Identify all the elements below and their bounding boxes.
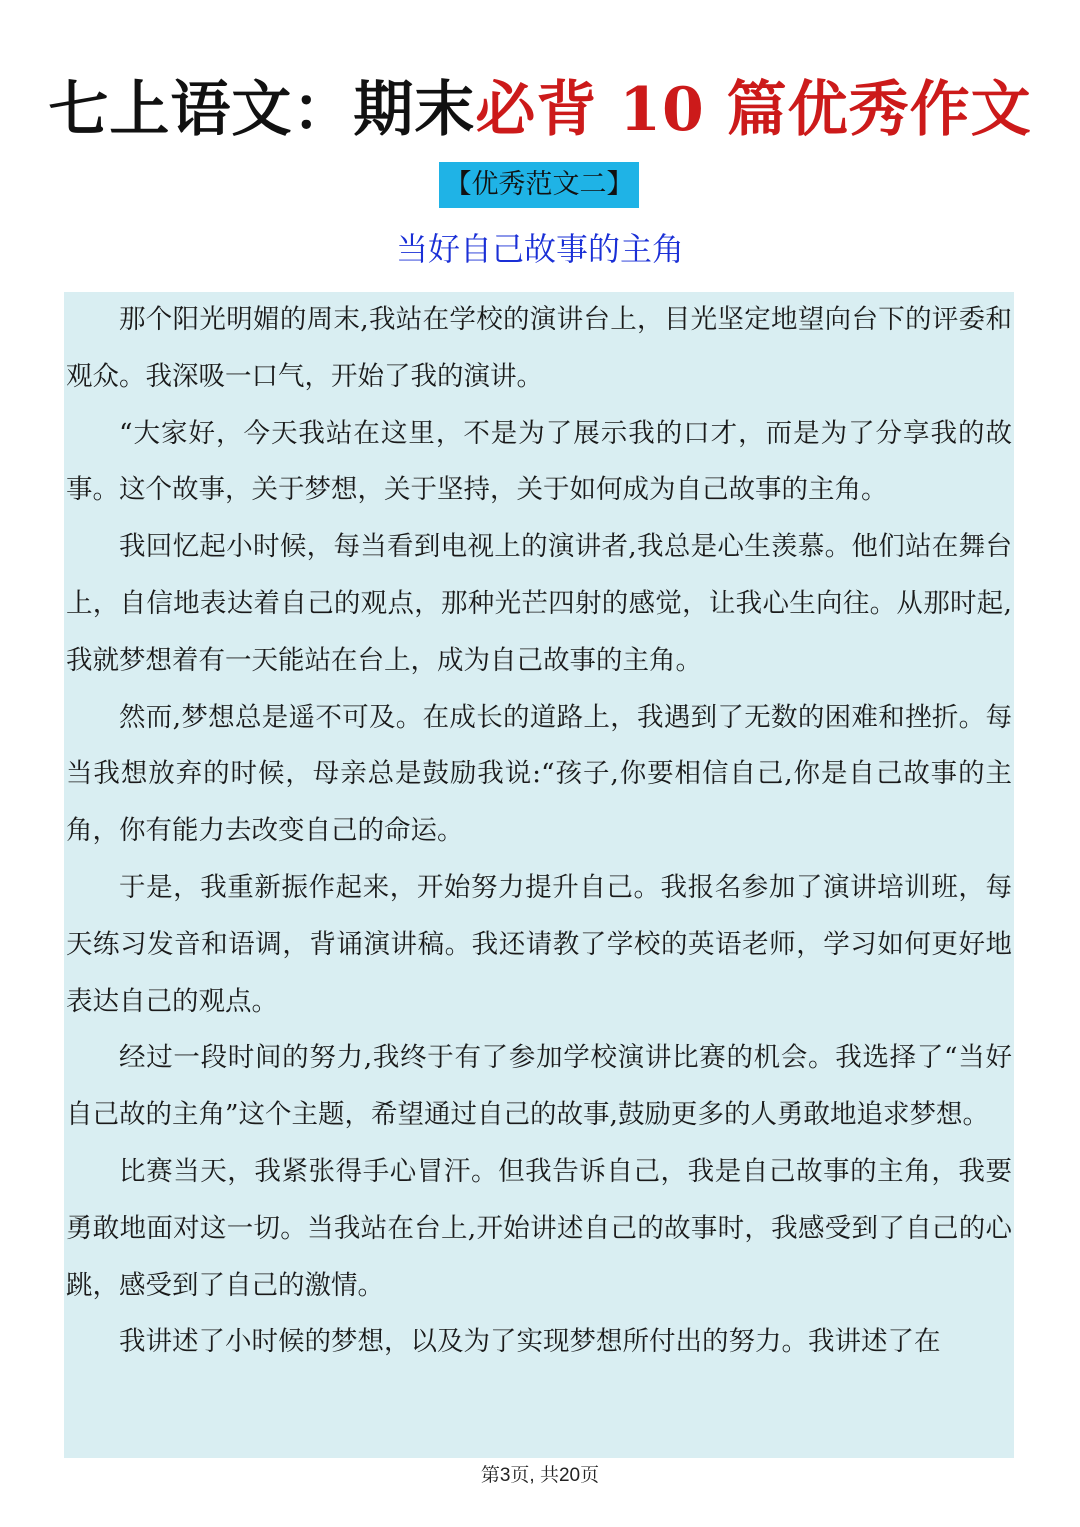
paragraph: “大家好，今天我站在这里，不是为了展示我的口才，而是为了分享我的故事。这个故事，关于梦想，关于坚持，关于如何成为自己故事的主角。 <box>66 417 1012 506</box>
paragraph: 于是，我重新振作起来，开始努力提升自己。我报名参加了演讲培训班，每天练习发音和语调，背诵演讲稿。我还请教了学校的英语老师，学习如何更好地表达自己的观点。 <box>66 871 1012 1017</box>
essay-body <box>66 292 1012 1458</box>
paragraph: 然而,梦想总是遥不可及。在成长的道路上，我遇到了无数的困难和挫折。每当我想放弃的时候，母亲总是鼓励我说:“孩子,你要相信自己,你是自己故事的主角，你有能力去改变自己的命运。 <box>66 701 1012 847</box>
paragraph: 经过一段时间的努力,我终于有了参加学校演讲比赛的机会。我选择了“当好自己故的主角”这个主题，希望通过自己的故事,鼓励更多的人勇敢地追求梦想。 <box>66 1042 1012 1131</box>
page-title-prefix: 七上语文：期末 <box>48 75 476 145</box>
paragraph: 我回忆起小时候，每当看到电视上的演讲者,我总是心生羡慕。他们站在舞台上，自信地表达着自己的观点，那种光芒四射的感觉，让我心生向往。从那时起,我就梦想着有一天能站在台上，成为自己故事的主角。 <box>66 531 1012 676</box>
paragraph: 那个阳光明媚的周末,我站在学校的演讲台上，目光坚定地望向台下的评委和观众。我深吸一口气，开始了我的演讲。 <box>66 304 1012 392</box>
page-indicator: 第3页, 共20页 <box>480 1465 600 1486</box>
essay-title: 当好自己故事的主角 <box>395 230 684 268</box>
paragraph: 比赛当天，我紧张得手心冒汗。但我告诉自己，我是自己故事的主角，我要勇敢地面对这一切。当我站在台上,开始讲述自己的故事时，我感受到了自己的心跳，感受到了自己的激情。 <box>66 1155 1012 1301</box>
paragraph: 我讲述了小时候的梦想，以及为了实现梦想所付出的努力。我讲述了在 <box>119 1326 941 1358</box>
page-title-highlight: 必背 10 篇优秀作文 <box>475 75 1032 145</box>
section-label: 【优秀范文二】 <box>439 162 639 208</box>
page-title <box>0 72 1080 148</box>
